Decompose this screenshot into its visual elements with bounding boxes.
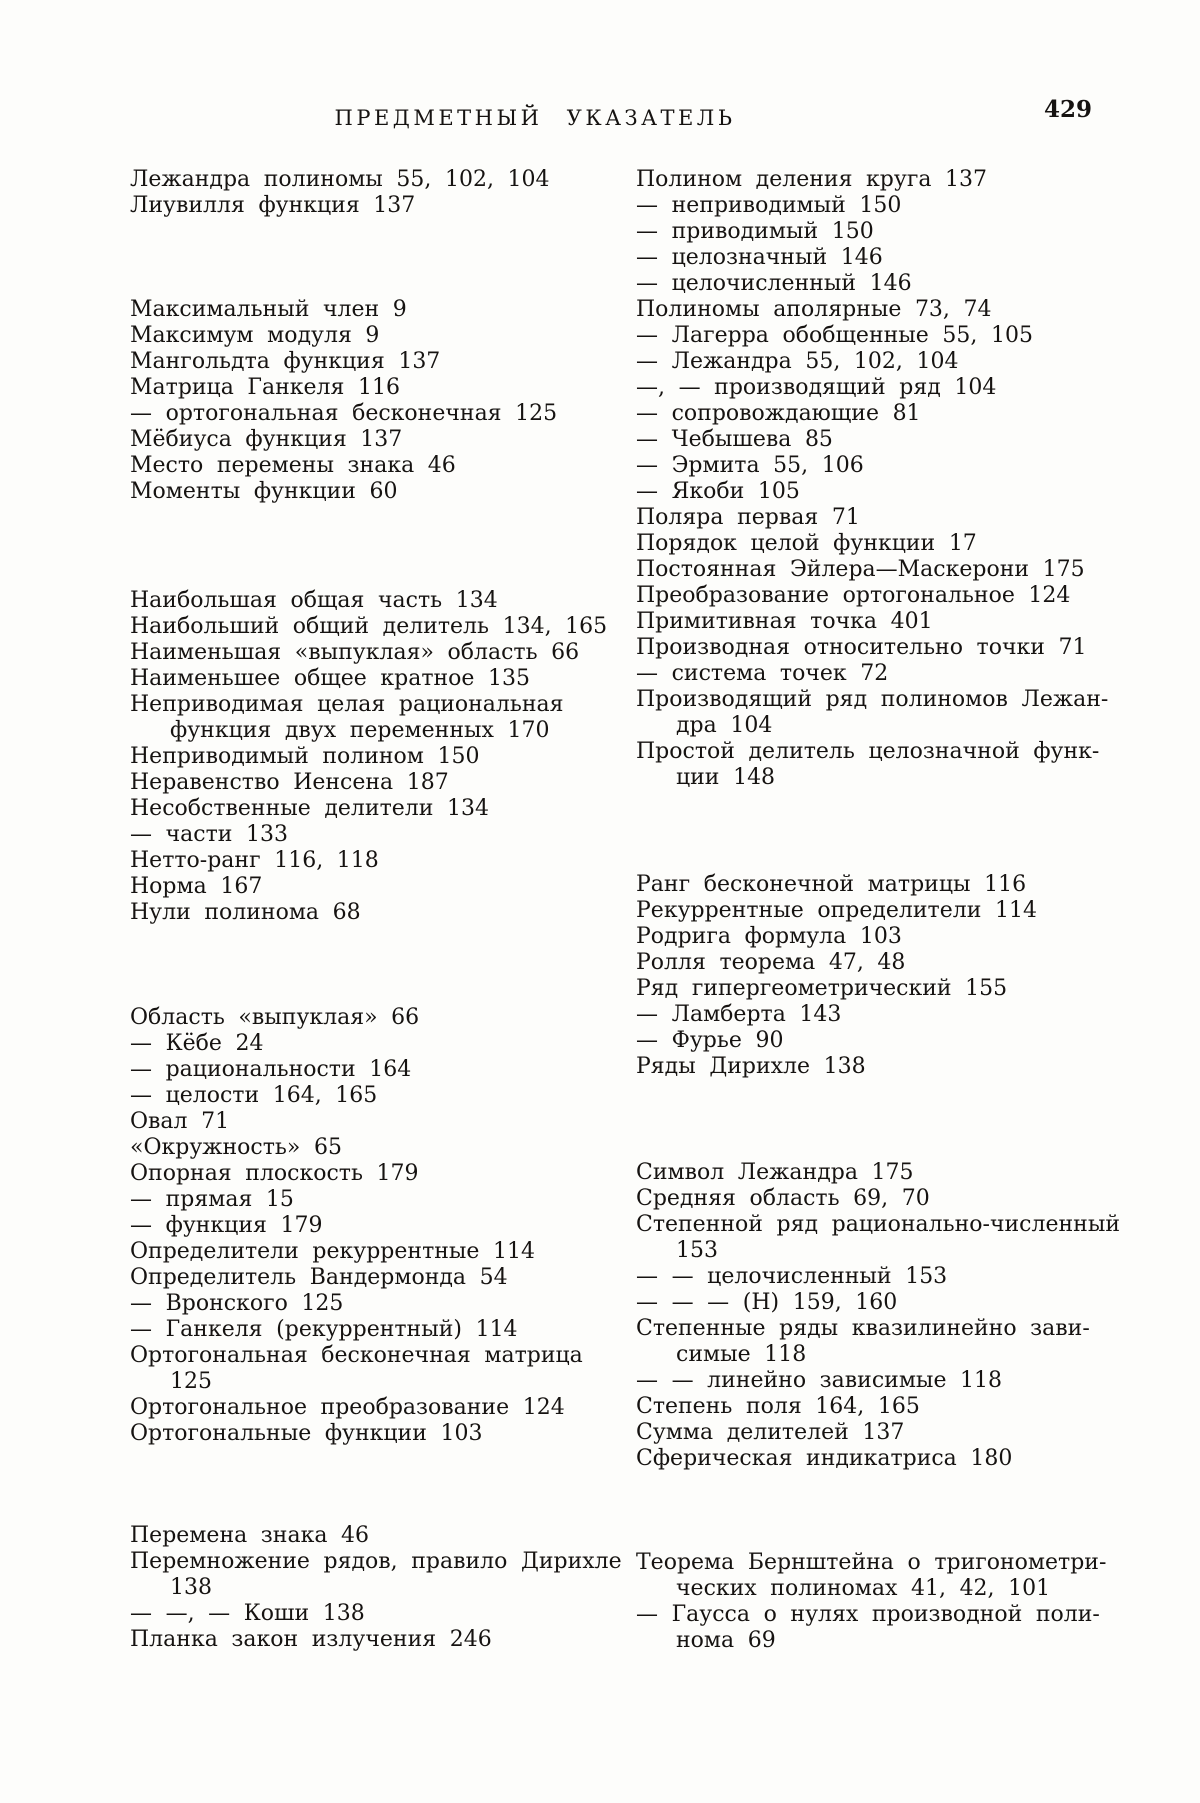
index-entry-line: — — целочисленный 153 xyxy=(636,1264,948,1289)
index-entry-line: Неприводимый полином 150 xyxy=(130,744,480,769)
index-entry-line: Степенной ряд рационально-численный xyxy=(636,1212,1120,1237)
index-entry-line: Матрица Ганкеля 116 xyxy=(130,375,400,400)
index-entry-line: Планка закон излучения 246 xyxy=(130,1627,492,1652)
index-group xyxy=(130,167,576,219)
index-entry-line: — прямая 15 xyxy=(130,1187,294,1212)
index-entry-line: Степень поля 164, 165 xyxy=(636,1394,920,1419)
index-entry-line: Полином деления круга 137 xyxy=(636,167,988,192)
index-entry-line: Наибольший общий делитель 134, 165 xyxy=(130,614,608,639)
index-entry-line: — сопровождающие 81 xyxy=(636,401,921,426)
index-entry-line: Примитивная точка 401 xyxy=(636,609,933,634)
index-entry-line: ции 148 xyxy=(676,765,776,790)
index-entry-line: Преобразование ортогональное 124 xyxy=(636,583,1071,608)
index-entry-line: Ранг бесконечной матрицы 116 xyxy=(636,872,1027,897)
index-entry-line: — Ганкеля (рекуррентный) 114 xyxy=(130,1317,518,1342)
index-entry-line: Нули полинома 68 xyxy=(130,900,361,925)
index-entry-line: Простой делитель целозначной функ- xyxy=(636,739,1100,764)
index-entry-line: Производящий ряд полиномов Лежан- xyxy=(636,687,1109,712)
index-entry-line: Наибольшая общая часть 134 xyxy=(130,588,498,613)
index-column-left xyxy=(130,167,622,1654)
index-entry-line: Ортогональная бесконечная матрица xyxy=(130,1343,583,1368)
index-entry-line: Область «выпуклая» 66 xyxy=(130,1005,420,1030)
index-entry-line: Норма 167 xyxy=(130,874,263,899)
index-entry-line: Неприводимая целая рациональная xyxy=(130,692,564,717)
index-entry-line: Степенные ряды квазилинейно зави- xyxy=(636,1316,1090,1341)
index-group xyxy=(130,297,576,505)
index-entry-line: — целозначный 146 xyxy=(636,245,883,270)
index-entry-line: Максимальный член 9 xyxy=(130,297,407,322)
page-header-title: ПРЕДМЕТНЫЙ УКАЗАТЕЛЬ xyxy=(334,106,736,130)
index-entry-line: — Гаусса о нулях производной поли- xyxy=(636,1602,1100,1627)
index-entry-line: — Лежандра 55, 102, 104 xyxy=(636,349,959,374)
index-group xyxy=(636,167,1109,791)
index-entry-line: Нетто-ранг 116, 118 xyxy=(130,848,379,873)
index-entry-line: Средняя область 69, 70 xyxy=(636,1186,930,1211)
index-entry-line: Ортогональные функции 103 xyxy=(130,1421,483,1446)
index-entry-line: Лежандра полиномы 55, 102, 104 xyxy=(130,167,550,192)
index-entry-line: — Фурье 90 xyxy=(636,1028,784,1053)
index-column-right xyxy=(636,167,1120,1654)
index-entry-line: Ролля теорема 47, 48 xyxy=(636,950,906,975)
index-entry-line: Теорема Бернштейна о тригонометри- xyxy=(636,1550,1107,1575)
index-entry-line: ческих полиномах 41, 42, 101 xyxy=(676,1576,1051,1601)
index-entry-line: Опорная плоскость 179 xyxy=(130,1161,419,1186)
index-entry-line: — Лагерра обобщенные 55, 105 xyxy=(636,323,1033,348)
index-entry-line: Перемена знака 46 xyxy=(130,1523,370,1548)
index-entry-line: — —, — Коши 138 xyxy=(130,1601,365,1626)
index-entry-line: функция двух переменных 170 xyxy=(170,718,550,743)
index-entry-line: — Эрмита 55, 106 xyxy=(636,453,864,478)
index-group xyxy=(636,1160,1120,1472)
index-entry-line: 138 xyxy=(170,1575,212,1600)
index-group xyxy=(130,1523,622,1653)
index-entry-line: Овал 71 xyxy=(130,1109,230,1134)
index-entry-line: Порядок целой функции 17 xyxy=(636,531,977,556)
index-entry-line: Поляра первая 71 xyxy=(636,505,860,530)
index-entry-line: Место перемены знака 46 xyxy=(130,453,456,478)
index-entry-line: Постоянная Эйлера—Маскерони 175 xyxy=(636,557,1085,582)
index-entry-line: Определители рекуррентные 114 xyxy=(130,1239,536,1264)
index-entry-line: — целости 164, 165 xyxy=(130,1083,378,1108)
index-entry-line: —, — производящий ряд 104 xyxy=(636,375,997,400)
index-entry-line: Определитель Вандермонда 54 xyxy=(130,1265,508,1290)
index-entry-line: — части 133 xyxy=(130,822,288,847)
index-entry-line: — — — (H) 159, 160 xyxy=(636,1290,898,1315)
index-entry-line: Рекуррентные определители 114 xyxy=(636,898,1037,923)
index-group xyxy=(130,588,608,926)
index-entry-line: Ряд гипергеометрический 155 xyxy=(636,976,1008,1001)
index-entry-line: — Чебышева 85 xyxy=(636,427,833,452)
index-entry-line: — приводимый 150 xyxy=(636,219,874,244)
index-entry-line: Ортогональное преобразование 124 xyxy=(130,1395,565,1420)
index-entry-line: симые 118 xyxy=(676,1342,807,1367)
index-entry-line: — функция 179 xyxy=(130,1213,323,1238)
index-entry-line: Сумма делителей 137 xyxy=(636,1420,905,1445)
index-entry-line: — неприводимый 150 xyxy=(636,193,902,218)
index-entry-line: Символ Лежандра 175 xyxy=(636,1160,914,1185)
page-number: 429 xyxy=(1043,96,1092,123)
index-entry-line: Несобственные делители 134 xyxy=(130,796,489,821)
index-entry-line: Мангольдта функция 137 xyxy=(130,349,441,374)
index-entry-line: Родрига формула 103 xyxy=(636,924,902,949)
index-entry-line: Ряды Дирихле 138 xyxy=(636,1054,866,1079)
index-entry-line: Лиувилля функция 137 xyxy=(130,193,416,218)
index-entry-line: Производная относительно точки 71 xyxy=(636,635,1087,660)
index-entry-line: — Кёбе 24 xyxy=(130,1031,264,1056)
index-entry-line: — рациональности 164 xyxy=(130,1057,412,1082)
index-entry-line: Наименьшее общее кратное 135 xyxy=(130,666,531,691)
index-entry-line: Перемножение рядов, правило Дирихле xyxy=(130,1549,622,1574)
index-entry-line: Неравенство Иенсена 187 xyxy=(130,770,449,795)
index-entry-line: — — линейно зависимые 118 xyxy=(636,1368,1003,1393)
index-entry-line: — Вронского 125 xyxy=(130,1291,344,1316)
index-entry-line: — ортогональная бесконечная 125 xyxy=(130,401,558,426)
index-entry-line: Моменты функции 60 xyxy=(130,479,398,504)
index-entry-line: Сферическая индикатриса 180 xyxy=(636,1446,1013,1471)
index-entry-line: Максимум модуля 9 xyxy=(130,323,380,348)
index-entry-line: 125 xyxy=(170,1369,212,1394)
index-entry-line: дра 104 xyxy=(676,713,773,738)
index-group xyxy=(636,872,1096,1080)
index-group xyxy=(636,1550,1107,1654)
index-entry-line: — Якоби 105 xyxy=(636,479,800,504)
index-entry-line: — целочисленный 146 xyxy=(636,271,912,296)
index-entry-line: — Ламберта 143 xyxy=(636,1002,842,1027)
index-columns xyxy=(130,167,1120,1654)
index-entry-line: «Окружность» 65 xyxy=(130,1135,342,1160)
index-entry-line: Полиномы аполярные 73, 74 xyxy=(636,297,992,322)
index-entry-line: 153 xyxy=(676,1238,718,1263)
index-entry-line: — система точек 72 xyxy=(636,661,889,686)
index-entry-line: нома 69 xyxy=(676,1628,776,1653)
index-group xyxy=(130,1005,583,1447)
index-entry-line: Наименьшая «выпуклая» область 66 xyxy=(130,640,580,665)
index-entry-line: Мёбиуса функция 137 xyxy=(130,427,403,452)
